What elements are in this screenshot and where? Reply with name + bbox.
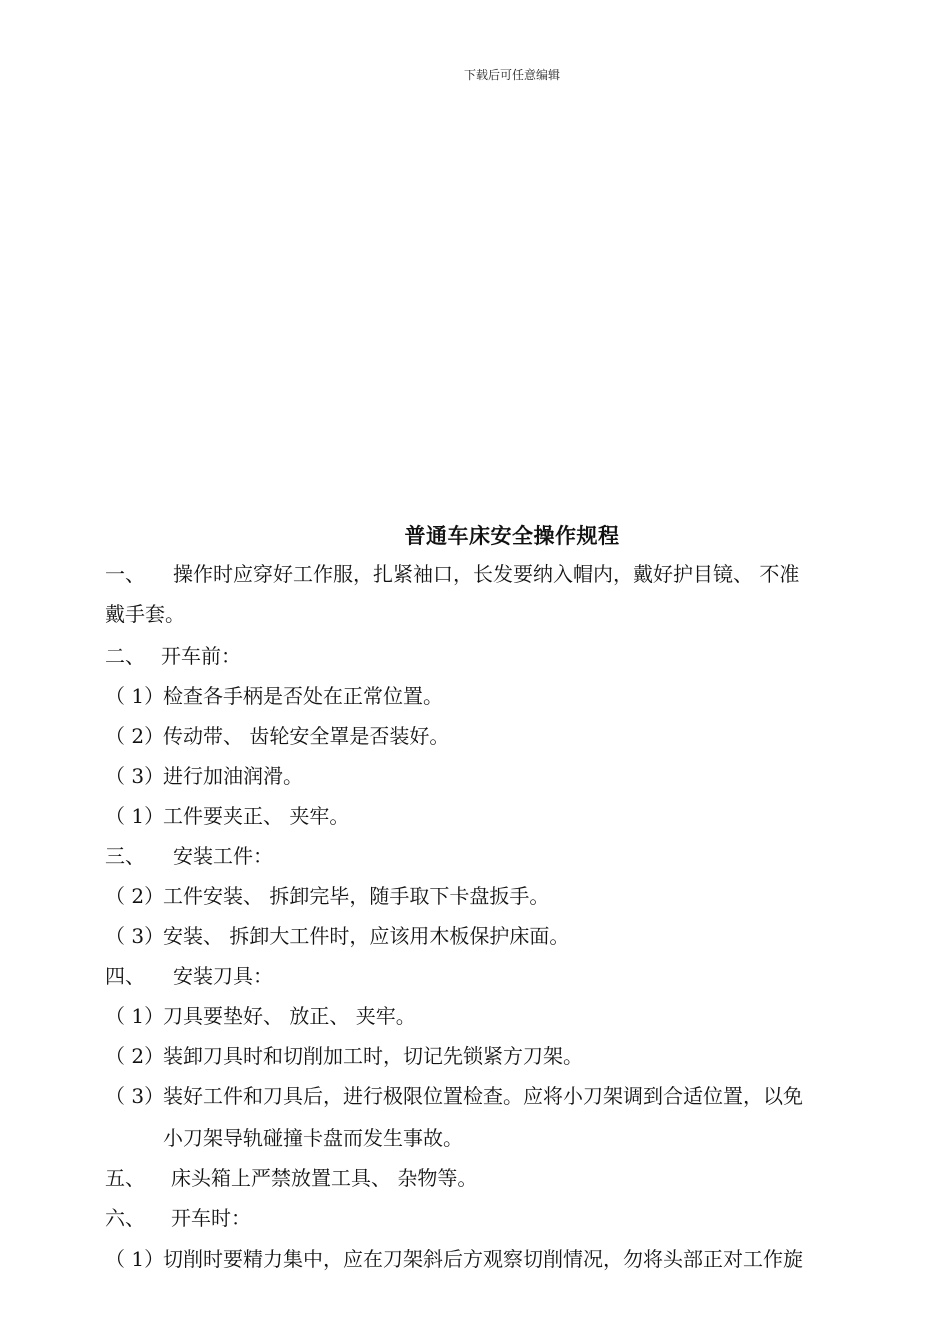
section-6-line: [105, 1204, 251, 1232]
section-3-line: [105, 842, 273, 870]
section-number: 六、: [105, 1206, 145, 1230]
section-text: 开车时：: [171, 1206, 251, 1230]
item-text: 传动带、 齿轮安全罩是否装好。: [163, 724, 450, 748]
section-text: 戴手套。: [105, 602, 185, 626]
item-number: （ 2）: [105, 724, 165, 748]
list-item: [105, 802, 349, 830]
item-number: （ 3）: [105, 924, 165, 948]
section-1-continuation: [105, 600, 185, 628]
section-text: 床头箱上严禁放置工具、 杂物等。: [171, 1166, 478, 1190]
item-text: 刀具要垫好、 放正、 夹牢。: [163, 1004, 416, 1028]
section-4-line: [105, 962, 273, 990]
item-number: （ 3）: [105, 764, 165, 788]
list-item: [105, 722, 449, 750]
list-item: [105, 882, 549, 910]
item-text: 切削时要精力集中，应在刀架斜后方观察切削情况，勿将头部正对工作旋: [163, 1247, 803, 1271]
page-header-note: 下载后可任意编辑: [463, 68, 560, 82]
item-number: （ 2）: [105, 1044, 165, 1068]
section-1-line: [105, 560, 799, 588]
item-text: 检查各手柄是否处在正常位置。: [163, 684, 443, 708]
item-number: （ 1）: [105, 804, 165, 828]
document-title: 普通车床安全操作规程: [404, 523, 620, 548]
item-text: 工件安装、 拆卸完毕，随手取下卡盘扳手。: [163, 884, 550, 908]
section-number: 四、: [105, 964, 145, 988]
list-item: [105, 762, 303, 790]
section-number: 三、: [105, 844, 145, 868]
section-text: 开车前：: [161, 644, 241, 668]
item-text: 小刀架导轨碰撞卡盘而发生事故。: [163, 1126, 463, 1150]
list-item: [105, 1082, 803, 1110]
item-text: 安装、 拆卸大工件时，应该用木板保护床面。: [163, 924, 570, 948]
list-item: [105, 1042, 583, 1070]
section-text: 安装刀具：: [173, 964, 273, 988]
list-item-continuation: [163, 1124, 463, 1152]
section-number: 二、: [105, 644, 145, 668]
item-text: 装卸刀具时和切削加工时，切记先锁紧方刀架。: [163, 1044, 583, 1068]
item-number: （ 1）: [105, 1247, 165, 1271]
item-number: （ 1）: [105, 684, 165, 708]
list-item: [105, 682, 443, 710]
item-text: 进行加油润滑。: [163, 764, 303, 788]
section-2-line: [105, 642, 241, 670]
item-number: （ 2）: [105, 884, 165, 908]
list-item: [105, 1002, 416, 1030]
list-item: [105, 922, 569, 950]
item-text: 工件要夹正、 夹牢。: [163, 804, 350, 828]
list-item: [105, 1245, 803, 1273]
section-text: 安装工件：: [173, 844, 273, 868]
section-5-line: [105, 1164, 477, 1192]
item-number: （ 3）: [105, 1084, 165, 1108]
item-text: 装好工件和刀具后，进行极限位置检查。应将小刀架调到合适位置，以免: [163, 1084, 803, 1108]
item-number: （ 1）: [105, 1004, 165, 1028]
section-text: 操作时应穿好工作服，扎紧袖口，长发要纳入帽内，戴好护目镜、 不准: [173, 562, 800, 586]
section-number: 五、: [105, 1166, 145, 1190]
section-number: 一、: [105, 562, 145, 586]
